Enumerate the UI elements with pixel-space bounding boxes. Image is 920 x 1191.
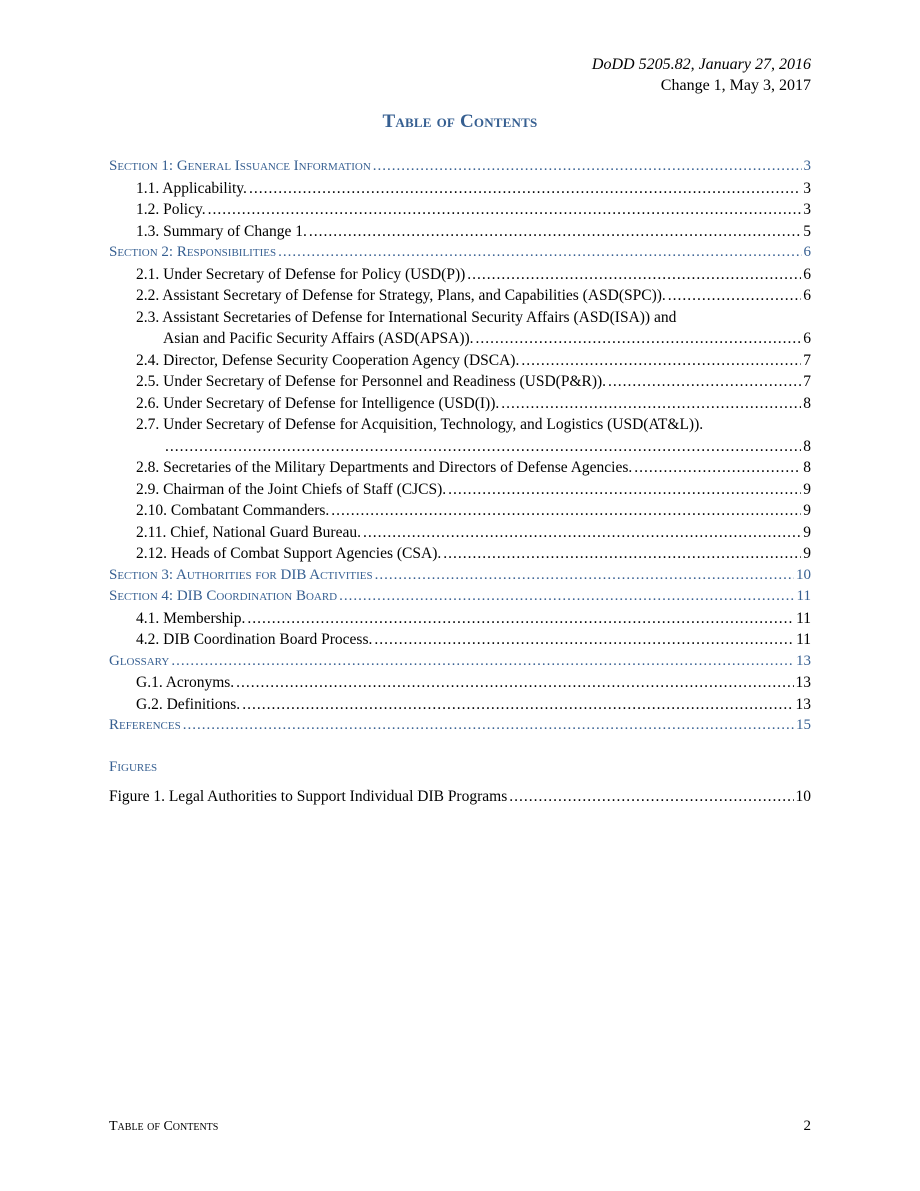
dot-leader (278, 242, 801, 264)
toc-entry-page: 9 (803, 480, 811, 498)
toc-entry-label: Asian and Pacific Security Affairs (ASD(APSA)). (163, 330, 474, 347)
toc-entry-label: References (109, 717, 181, 733)
toc-entry-page: 8 (803, 394, 811, 412)
toc-entry-page: 9 (803, 545, 811, 562)
dot-leader (339, 586, 794, 608)
dot-leader (509, 786, 793, 808)
dot-leader (242, 694, 793, 716)
dot-leader (476, 328, 802, 350)
dot-leader (634, 457, 801, 479)
toc-section-entry[interactable] (109, 156, 811, 178)
dot-leader (183, 715, 794, 737)
toc-subsection-entry[interactable] (109, 672, 811, 694)
toc-entry-label: 2.8. Secretaries of the Military Departments and Directors of Defense Agencies. (136, 459, 633, 476)
toc-entry-label: 4.1. Membership. (136, 609, 246, 627)
toc-subsection-entry[interactable] (109, 694, 811, 716)
dot-leader (363, 522, 801, 544)
dot-leader (668, 285, 801, 307)
toc-subsection-entry[interactable] (109, 522, 811, 544)
toc-entry-label: Section 1: General Issuance Information (109, 158, 371, 174)
toc-entry-label: Section 4: DIB Coordination Board (109, 588, 338, 604)
toc-entry-label: 2.2. Assistant Secretary of Defense for Strategy, Plans, and Capabilities (ASD(SPC)). (136, 287, 666, 304)
toc-entry-page: 3 (803, 179, 811, 197)
toc-section-entry[interactable] (109, 715, 811, 737)
toc-entry-page: 13 (795, 695, 811, 713)
page-footer (109, 1118, 811, 1135)
dot-leader (443, 543, 801, 565)
dot-leader (165, 436, 801, 458)
toc-section-entry[interactable] (109, 651, 811, 673)
toc-subsection-entry[interactable] (109, 199, 811, 221)
toc-entry-page: 11 (796, 631, 811, 648)
toc-section-entry[interactable] (109, 586, 811, 608)
toc-entry-label: G.1. Acronyms. (136, 674, 235, 691)
toc-entry-label: 2.9. Chairman of the Joint Chiefs of Staff (CJCS). (136, 480, 447, 498)
dot-leader (171, 651, 794, 673)
toc-entry-label: 2.4. Director, Defense Security Cooperation Agency (DSCA). (136, 351, 520, 369)
toc-entry-page: 10 (795, 787, 811, 805)
toc-subsection-entry[interactable] (109, 350, 811, 372)
toc-subsection-entry[interactable] (109, 500, 811, 522)
toc-entry-page: 6 (803, 287, 811, 304)
dot-leader (249, 178, 801, 200)
dot-leader (236, 672, 793, 694)
toc-entry-label: 1.3. Summary of Change 1. (136, 222, 307, 240)
dot-leader (309, 221, 801, 243)
toc-entry-continuation[interactable] (109, 436, 811, 458)
dot-leader (331, 500, 801, 522)
page-title: Table of Contents (382, 111, 538, 132)
toc-subsection-entry[interactable] (109, 393, 811, 415)
toc-entry-line[interactable]: 2.7. Under Secretary of Defense for Acquisition, Technology, and Logistics (USD(AT&L)). (136, 416, 704, 433)
toc-subsection-entry[interactable] (109, 371, 811, 393)
toc-entry-page: 13 (796, 652, 811, 669)
toc-entry-page: 10 (796, 566, 811, 583)
toc-entry-page: 11 (796, 609, 811, 627)
toc-entry-label: G.2. Definitions. (136, 695, 241, 713)
dot-leader (247, 608, 794, 630)
toc-entry-page: 7 (803, 373, 811, 390)
toc-entry-page: 5 (803, 222, 811, 240)
toc-entry-label: Glossary (109, 652, 170, 669)
toc-entry-label: 2.11. Chief, National Guard Bureau. (136, 523, 361, 541)
toc-subsection-entry[interactable] (109, 285, 811, 307)
toc-entry-page: 13 (795, 674, 811, 691)
toc-entry-label: 2.1. Under Secretary of Defense for Policy (USD(P)) (136, 265, 466, 283)
figure-entry[interactable] (109, 786, 811, 808)
toc-entry-label: 2.5. Under Secretary of Defense for Personnel and Readiness (USD(P&R)). (136, 373, 607, 390)
dot-leader (467, 264, 801, 286)
figure-entries (109, 786, 811, 808)
toc-subsection-entry[interactable] (109, 629, 811, 651)
toc-subsection-entry[interactable] (109, 264, 811, 286)
toc-entry-line[interactable]: 2.3. Assistant Secretaries of Defense for International Security Affairs (ASD(ISA)) and (136, 308, 677, 326)
toc-entry-page: 3 (803, 201, 811, 218)
page-header (592, 54, 811, 96)
table-of-contents (109, 156, 811, 807)
dot-leader (208, 199, 802, 221)
toc-subsection-entry[interactable] (109, 221, 811, 243)
dot-leader (373, 156, 802, 178)
toc-entry-label: 2.12. Heads of Combat Support Agencies (CSA). (136, 545, 442, 562)
dot-leader (608, 371, 801, 393)
figures-heading: Figures (109, 758, 158, 775)
toc-entry-page: 6 (803, 265, 811, 283)
toc-entry-continuation[interactable] (109, 328, 811, 350)
toc-entry-page: 8 (803, 459, 811, 476)
toc-entry-page: 6 (803, 330, 811, 347)
toc-entry-page: 7 (803, 351, 811, 369)
toc-entry-label: 4.2. DIB Coordination Board Process. (136, 631, 373, 648)
dot-leader (375, 565, 794, 587)
footer-page-number: 2 (803, 1118, 811, 1134)
toc-entry-label: Section 3: Authorities for DIB Activities (109, 566, 373, 583)
toc-entry-page: 11 (796, 588, 811, 604)
toc-entry-page: 9 (803, 523, 811, 541)
toc-subsection-entry[interactable] (109, 543, 811, 565)
toc-section-entry[interactable] (109, 565, 811, 587)
dot-leader (501, 393, 801, 415)
toc-entry-label: Figure 1. Legal Authorities to Support Individual DIB Programs (109, 787, 508, 805)
toc-entry-label: Section 2: Responsibilities (109, 244, 277, 260)
toc-section-entry[interactable] (109, 242, 811, 264)
section-spacer (109, 737, 811, 757)
document-id: DoDD 5205.82, January 27, 2016 (591, 56, 811, 73)
toc-entry-label: 1.1. Applicability. (136, 179, 247, 197)
toc-subsection-entry[interactable] (109, 479, 811, 501)
toc-subsection-entry[interactable] (109, 457, 811, 479)
toc-entry-label: 2.6. Under Secretary of Defense for Intelligence (USD(I)). (136, 394, 500, 412)
toc-subsection-entry[interactable] (109, 608, 811, 630)
toc-entry-page: 9 (803, 502, 811, 519)
toc-entry-page: 3 (803, 158, 811, 174)
change-notice: Change 1, May 3, 2017 (660, 77, 811, 94)
toc-subsection-entry[interactable] (109, 178, 811, 200)
toc-entry-page: 6 (803, 244, 811, 260)
dot-leader (374, 629, 794, 651)
toc-entry-page: 15 (796, 717, 811, 733)
footer-title: Table of Contents (109, 1119, 219, 1134)
toc-entry-label: 2.10. Combatant Commanders. (136, 502, 330, 519)
toc-entry-page: 8 (803, 437, 811, 455)
dot-leader (521, 350, 801, 372)
dot-leader (448, 479, 801, 501)
toc-entry-label: 1.2. Policy. (136, 201, 206, 218)
toc-entries (109, 156, 811, 737)
